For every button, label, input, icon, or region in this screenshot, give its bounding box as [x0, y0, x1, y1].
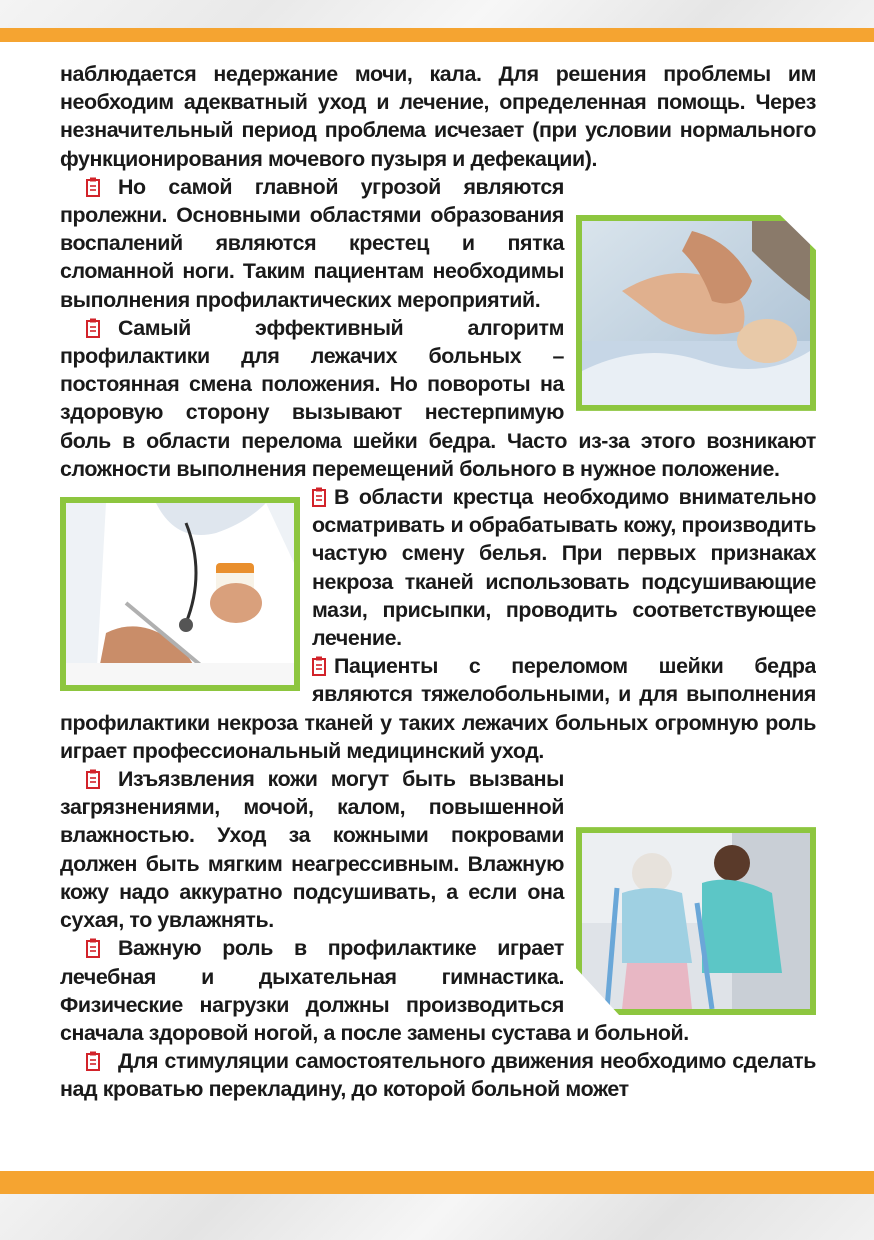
clipboard-icon	[86, 1051, 100, 1071]
clipboard-icon	[312, 487, 326, 507]
clipboard-icon	[86, 318, 100, 338]
clipboard-icon	[312, 656, 326, 676]
top-background	[0, 0, 874, 28]
bottom-orange-band	[0, 1171, 874, 1194]
top-orange-band	[0, 28, 874, 42]
paragraph-6-text: Изъязвления кожи могут быть вызваны загрязнениями, мочой, калом, повышенной влажностью. Уход за кожными покровами должен быть мягким неагрессивным. Влажную кожу надо аккуратно подсушивать, а если она сухая, то увлажнять.	[60, 767, 564, 933]
photo-crutches-frame	[576, 823, 816, 1015]
photo-hands-frame	[576, 213, 816, 411]
paragraph-8-text: Для стимуляции самостоятельного движения необходимо сделать над кроватью перекладину, до которой больной может	[60, 1049, 816, 1102]
bottom-background	[0, 1194, 874, 1240]
photo-doctor	[60, 497, 300, 691]
paragraph-8	[60, 1047, 816, 1103]
photo-doctor-frame	[60, 495, 300, 691]
photo-crutches	[576, 827, 816, 1015]
paragraph-2-text: Но самой главной угрозой являются пролежни. Основными областями образования воспалений являются крестец и пятка сломанной ноги. Таким пациентам необходимы выполнения профилактических мероприятий.	[60, 174, 564, 312]
clipboard-icon	[86, 938, 100, 958]
clipboard-icon	[86, 177, 100, 197]
paragraph-3-text: Самый эффективный алгоритм профилактики для лежачих больных – постоянная смена положения. Но повороты на здоровую сторону вызывают нестерпимую боль в области перелома шейки бедра. Часто из-за этого возникают сложности выполнения перемещений больного в нужное положение.	[60, 315, 816, 481]
paragraph-5-text: Пациенты с переломом шейки бедра являются тяжелобольными, и для выполнения профилактики некроза тканей у таких лежачих больных огромную роль играет профессиональный медицинский уход.	[60, 654, 816, 763]
photo-hands	[576, 215, 816, 411]
paragraph-7-text: Важную роль в профилактике играет лечебная и дыхательная гимнастика. Физические нагрузки должны производиться сначала здоровой ногой, а после замены сустава и больной.	[60, 936, 689, 1045]
article-body	[60, 60, 816, 1172]
paragraph-1: наблюдается недержание мочи, кала. Для решения проблемы им необходим адекватный уход и лечение, определенная помощь. Через незначительный период проблема исчезает (при условии нормального функционирования мочевого пузыря и дефекации).	[60, 62, 816, 171]
clipboard-icon	[86, 769, 100, 789]
paragraph-4-text: В области крестца необходимо внимательно осматривать и обрабатывать кожу, производить частую смену белья. При первых признаках некроза тканей использовать подсушивающие мази, присыпки, проводить соответствующее лечение.	[312, 485, 816, 651]
